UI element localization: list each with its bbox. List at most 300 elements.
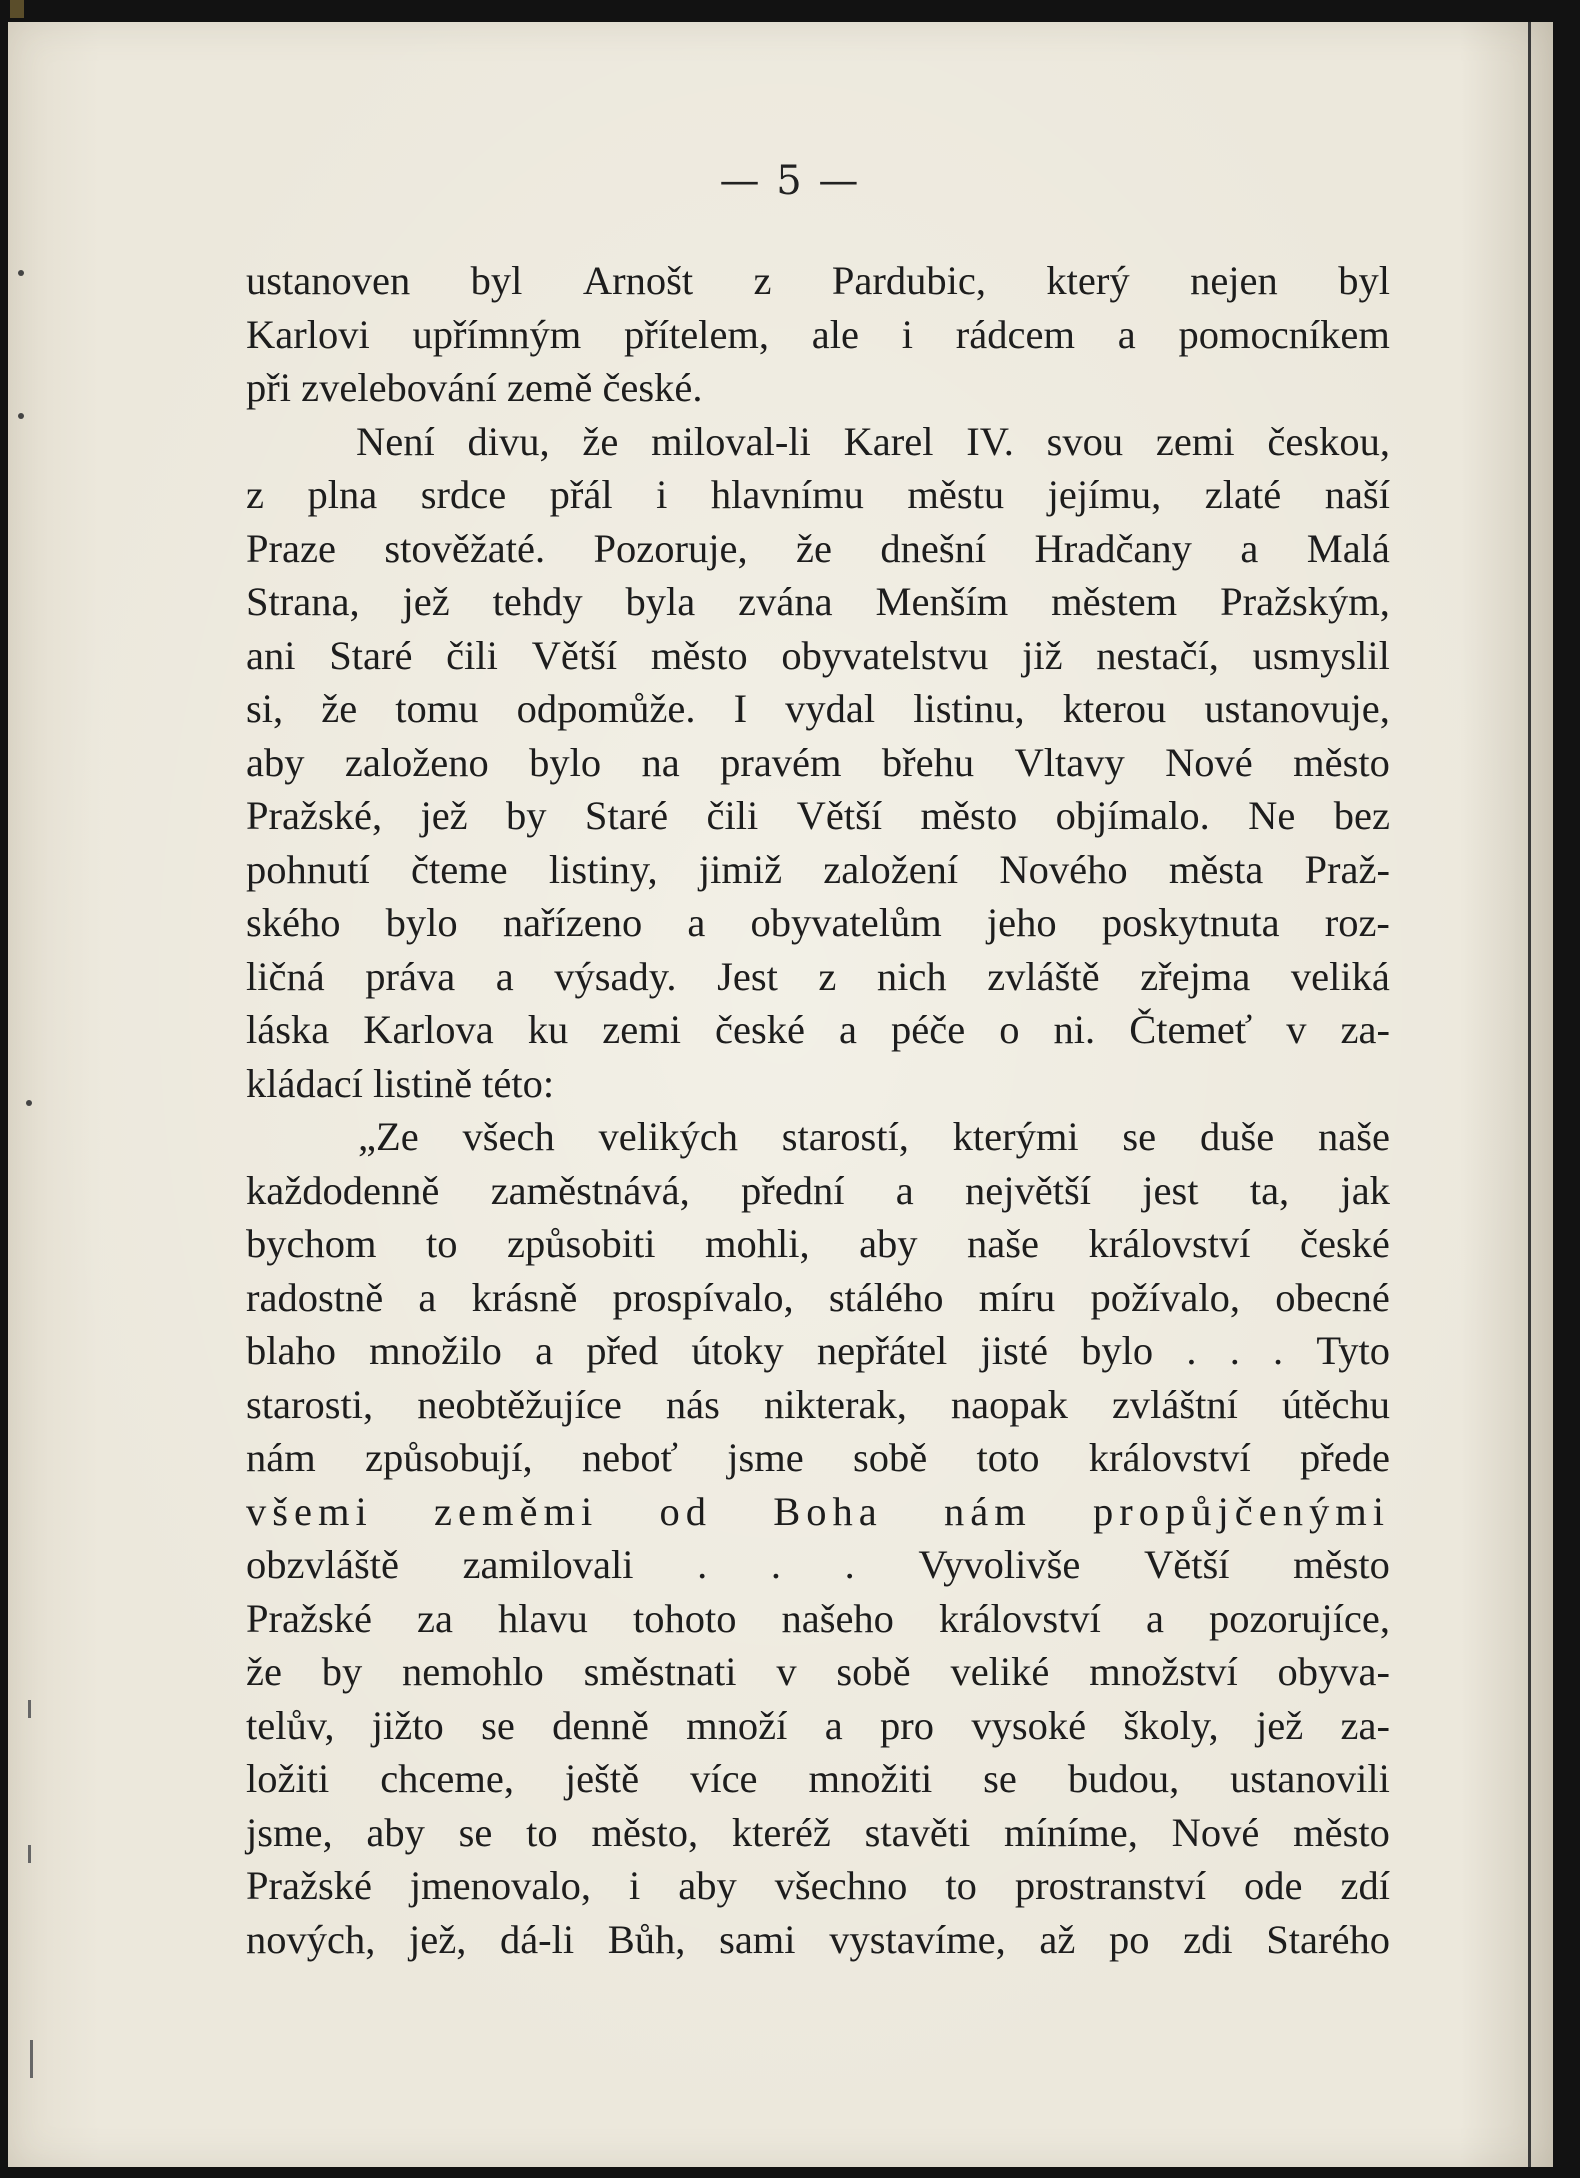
text-line (246, 308, 1390, 362)
word: Pardubic, (831, 258, 986, 303)
word: . (1273, 1328, 1284, 1373)
word: zdí (1340, 1863, 1390, 1908)
word: jeho (986, 900, 1057, 945)
body-text (246, 254, 1390, 1966)
text-line (246, 1752, 1390, 1806)
word: kterými (952, 1114, 1079, 1159)
word: množiti (808, 1756, 933, 1801)
word: o (999, 1007, 1020, 1052)
word: obecné (1275, 1274, 1390, 1320)
margin-mark (18, 270, 24, 276)
text-line (246, 1806, 1390, 1860)
text-line: kládací listině této: (246, 1060, 555, 1106)
word: tohoto (632, 1595, 737, 1641)
word: pomocníkem (1178, 311, 1390, 357)
word: srdce (420, 472, 507, 517)
word: který (1046, 258, 1130, 303)
page-number: — 5 — (719, 158, 861, 204)
word: starosti, (246, 1381, 374, 1427)
word: a (1145, 1595, 1164, 1641)
word: za (416, 1595, 453, 1641)
word: denně (552, 1702, 649, 1748)
text-line (246, 1378, 1390, 1432)
margin-mark (30, 2040, 33, 2078)
word: byla (625, 579, 696, 624)
word: svou (1046, 418, 1124, 464)
word: české (1299, 1221, 1390, 1266)
word: stálého (828, 1274, 944, 1320)
word: království (1088, 1221, 1251, 1266)
word: přál (549, 472, 613, 517)
word: bychom (246, 1221, 377, 1266)
word: Staré (584, 793, 669, 838)
word: péče (891, 1007, 966, 1052)
word: bylo (1081, 1328, 1154, 1373)
word: telův, (246, 1702, 335, 1748)
margin-mark (26, 1100, 32, 1106)
word: poskytnuta (1101, 900, 1280, 945)
word: Nového (999, 846, 1128, 892)
word: a (535, 1328, 554, 1373)
text-line (246, 1592, 1390, 1646)
word: zřejma (1140, 953, 1251, 999)
word: Bůh, (607, 1916, 686, 1962)
word: již (1022, 632, 1063, 678)
word: obyvatelům (750, 900, 942, 945)
text-line (246, 1164, 1390, 1218)
word: z (753, 258, 772, 303)
word: ani (246, 632, 296, 678)
text-line (246, 1003, 1390, 1057)
text-line (246, 896, 1390, 950)
word: jižto (371, 1702, 444, 1748)
word: způsobují, (365, 1435, 533, 1480)
word: . (1229, 1328, 1240, 1373)
word: neobtěžujíce (417, 1381, 622, 1427)
word: čili (706, 793, 759, 838)
word: zdi (1183, 1916, 1233, 1962)
word: české (715, 1007, 805, 1052)
word: duše (1199, 1114, 1275, 1159)
word: z (246, 472, 264, 517)
text-line (246, 682, 1390, 736)
word: všemi (246, 1488, 373, 1534)
word: že (246, 1649, 282, 1694)
word: obyva- (1277, 1649, 1390, 1694)
word: to (526, 1809, 558, 1855)
word: jsme (727, 1435, 804, 1480)
word: Karlovi (246, 311, 370, 357)
word: čili (446, 632, 498, 678)
word: blaho (246, 1328, 336, 1373)
word: výsady. (554, 953, 677, 999)
word: Arnošt (582, 258, 694, 303)
word: město (650, 632, 748, 678)
word: Není (356, 418, 435, 464)
word: město (1293, 1809, 1390, 1855)
word: to (425, 1221, 458, 1266)
text-line (246, 1913, 1390, 1967)
word: Hradčany (1034, 525, 1192, 571)
word: Strana, (246, 579, 360, 624)
word: zvláštní (1111, 1381, 1238, 1427)
word: naší (1324, 472, 1390, 517)
text-line: při zvelebování země české. (246, 365, 703, 410)
word: objímalo. (1055, 793, 1210, 838)
word: Větší (1144, 1542, 1230, 1587)
word: pro (880, 1702, 935, 1748)
word: naše (1317, 1114, 1390, 1159)
word: zamilovali (462, 1542, 634, 1587)
margin-mark (28, 1700, 31, 1718)
word: aby (366, 1809, 425, 1855)
word: ustanoven (246, 258, 411, 303)
word: ustanovili (1230, 1756, 1390, 1801)
text-line (246, 575, 1390, 629)
word: Praž- (1304, 846, 1390, 892)
word: bylo (529, 739, 602, 785)
text-line (246, 254, 1390, 308)
word: před (586, 1328, 659, 1373)
word: aby (859, 1221, 918, 1266)
word: aby (678, 1863, 737, 1908)
word: hlavnímu (710, 472, 864, 517)
word: upřímným (412, 311, 582, 357)
word: by (506, 793, 547, 838)
word: Jest (717, 953, 778, 999)
word: jmenovalo, (409, 1863, 592, 1908)
word: Pražské (246, 1863, 372, 1908)
word: bez (1333, 793, 1390, 838)
margin-mark (28, 1845, 31, 1863)
word: míru (978, 1274, 1056, 1320)
word: propůjčenými (1093, 1488, 1390, 1534)
word: I (733, 686, 748, 731)
word: přede (1300, 1435, 1390, 1480)
word: se (983, 1756, 1017, 1801)
word: města (1168, 846, 1264, 892)
word: obyvatelstvu (781, 632, 989, 678)
word: byl (470, 258, 523, 303)
word: Karel (843, 418, 934, 464)
word: miloval-li (651, 418, 811, 464)
word: vystavíme, (829, 1916, 1006, 1962)
text-line (246, 629, 1390, 683)
word: jisté (980, 1328, 1048, 1373)
word: zemi (1155, 418, 1235, 464)
word: nestačí, (1096, 632, 1219, 678)
word: město (920, 793, 1018, 838)
word: i (901, 311, 914, 357)
word: za- (1340, 1702, 1390, 1748)
word: Čtemeť (1129, 1007, 1253, 1052)
page-edge (1528, 22, 1531, 2167)
word: toto (976, 1435, 1040, 1480)
word: . (844, 1542, 855, 1587)
word: a (495, 953, 514, 999)
word: prospívalo, (612, 1274, 794, 1320)
word: by (321, 1649, 363, 1694)
text-line (246, 950, 1390, 1004)
text-line (246, 522, 1390, 576)
word: Malá (1306, 525, 1390, 571)
word: Větší (531, 632, 618, 678)
word: i (656, 472, 668, 517)
word: hlavu (497, 1595, 588, 1641)
word: na (641, 739, 680, 785)
margin-mark (18, 413, 24, 419)
corner-mark (10, 0, 24, 18)
word: nových, (246, 1916, 376, 1962)
word: tomu (395, 686, 479, 731)
word: a (687, 900, 706, 945)
word: se (1122, 1114, 1157, 1159)
word: školy, (1123, 1702, 1219, 1748)
word: množilo (369, 1328, 502, 1373)
word: z (818, 953, 837, 999)
word: od (659, 1488, 712, 1534)
word: divu, (467, 418, 550, 464)
word: Staré (329, 632, 413, 678)
word: láska (246, 1007, 330, 1052)
word: Pražské (246, 1595, 372, 1641)
text-line (246, 789, 1390, 843)
word: jest (1142, 1167, 1199, 1213)
word: požívalo, (1090, 1274, 1241, 1320)
text-line (246, 1110, 1390, 1164)
word: krásně (471, 1274, 578, 1320)
word: zeměmi (434, 1488, 599, 1534)
word: aby (246, 739, 305, 785)
text-line (246, 468, 1390, 522)
word: že (582, 418, 619, 464)
word: radostně (246, 1274, 384, 1320)
word: a (895, 1167, 914, 1213)
word: nařízeno (502, 900, 643, 945)
word: sobě (836, 1649, 911, 1694)
text-line (246, 1271, 1390, 1325)
word: mohli, (704, 1221, 810, 1266)
word: že (321, 686, 358, 731)
word: bylo (385, 900, 458, 945)
word: jejímu, (1047, 472, 1162, 517)
word: listinu, (913, 686, 1025, 731)
word: míníme, (1004, 1809, 1138, 1855)
text-line (246, 1431, 1390, 1485)
word: rádcem (955, 311, 1075, 357)
text-line (246, 1538, 1390, 1592)
word: starostí, (781, 1114, 909, 1159)
word: Boha (773, 1488, 883, 1534)
word: a (824, 1702, 843, 1748)
word: naopak (950, 1381, 1068, 1427)
word: pravém (720, 739, 842, 785)
word: . (697, 1542, 708, 1587)
word: království (938, 1595, 1101, 1641)
word: veliké (950, 1649, 1050, 1694)
word: velikých (598, 1114, 738, 1159)
word: ku (527, 1007, 569, 1052)
word: pozorujíce, (1208, 1595, 1390, 1641)
word: město (1293, 739, 1390, 785)
word: jak (1340, 1167, 1390, 1213)
word: Ne (1248, 793, 1296, 838)
word: nikterak, (764, 1381, 907, 1427)
word: nás (665, 1381, 720, 1427)
word: království (1088, 1435, 1251, 1480)
word: listiny, (548, 846, 658, 892)
word: obzvláště (246, 1542, 399, 1587)
word: tehdy (492, 579, 583, 624)
word: kteréž (731, 1809, 831, 1855)
word: každodenně (246, 1167, 440, 1213)
word: Pražské, (246, 793, 383, 838)
word: jež, (408, 1916, 467, 1962)
word: útoky (691, 1328, 784, 1373)
word: „Ze (358, 1114, 419, 1159)
word: Starého (1266, 1916, 1390, 1962)
word: největší (965, 1167, 1091, 1213)
word: dnešní (880, 525, 987, 571)
word: jež (402, 579, 450, 624)
word: více (690, 1756, 758, 1801)
word: směstnati (583, 1649, 737, 1694)
word: nám (944, 1488, 1032, 1534)
word: a (418, 1274, 437, 1320)
word: to (945, 1863, 977, 1908)
text-line (246, 1485, 1390, 1539)
word: ložiti (246, 1756, 330, 1801)
word: se (458, 1809, 493, 1855)
word: v (776, 1649, 797, 1694)
word: čteme (410, 846, 508, 892)
word: dá-li (499, 1916, 575, 1962)
word: po (1109, 1916, 1150, 1962)
word: a (1117, 311, 1136, 357)
word: i (628, 1863, 641, 1908)
word: množství (1089, 1649, 1238, 1694)
word: nemohlo (402, 1649, 544, 1694)
word: ale (811, 311, 860, 357)
word: až (1039, 1916, 1076, 1962)
word: město, (591, 1809, 699, 1855)
word: vydal (785, 686, 876, 731)
word: zlaté (1204, 472, 1282, 517)
word: ni. (1053, 1007, 1096, 1052)
word: všechno (774, 1863, 908, 1908)
word: přední (741, 1167, 845, 1213)
word: útěchu (1282, 1381, 1390, 1427)
word: Vyvolivše (918, 1542, 1081, 1587)
word: Nové (1171, 1809, 1260, 1855)
text-line (246, 1859, 1390, 1913)
word: sobě (852, 1435, 928, 1480)
word: v (1286, 1007, 1307, 1052)
word: vysoké (971, 1702, 1087, 1748)
word: zvána (738, 579, 833, 624)
word: prostranství (1014, 1863, 1207, 1908)
word: ského (246, 900, 341, 945)
text-line (246, 1324, 1390, 1378)
word: usmyslil (1252, 632, 1390, 678)
word: . (1186, 1328, 1197, 1373)
word: za- (1340, 1007, 1390, 1052)
word: založení (823, 846, 959, 892)
word: plna (307, 472, 378, 517)
word: byl (1338, 258, 1390, 303)
word: množí (686, 1702, 788, 1748)
word: městem (1051, 579, 1178, 624)
text-line (246, 1217, 1390, 1271)
word: Vltavy (1014, 739, 1125, 785)
word: přítelem, (623, 311, 770, 357)
word: neboť (581, 1435, 678, 1480)
word: nepřátel (816, 1328, 948, 1373)
word: naše (967, 1221, 1040, 1266)
word: jež (1255, 1702, 1304, 1748)
word: jež (420, 793, 468, 838)
word: roz- (1324, 900, 1390, 945)
word: a (839, 1007, 857, 1052)
word: stověžaté. (384, 525, 546, 571)
word: město (1293, 1542, 1390, 1587)
text-line (246, 1699, 1390, 1753)
word: jsme, (246, 1809, 333, 1855)
word: kterou (1062, 686, 1167, 731)
word: Menším (875, 579, 1009, 624)
word: a (1240, 525, 1259, 571)
word: jimiž (698, 846, 783, 892)
word: zemi (602, 1007, 681, 1052)
word: Praze (246, 525, 336, 571)
word: břehu (881, 739, 975, 785)
word: Pražským, (1220, 579, 1390, 624)
word: práva (365, 953, 456, 999)
word: ustanovuje, (1204, 686, 1390, 731)
text-line (246, 1645, 1390, 1699)
word: budou, (1067, 1756, 1180, 1801)
word: stavěti (864, 1809, 971, 1855)
word: našeho (781, 1595, 894, 1641)
word: IV. (966, 418, 1014, 464)
word: způsobiti (506, 1221, 656, 1266)
word: ještě (564, 1756, 640, 1801)
word: nejen (1190, 258, 1278, 303)
word: nich (876, 953, 947, 999)
word: sami (719, 1916, 796, 1962)
word: . (770, 1542, 782, 1587)
word: městu (907, 472, 1005, 517)
word: odpomůže. (516, 686, 696, 731)
word: si, (246, 686, 284, 731)
word: pohnutí (246, 846, 370, 892)
word: ta, (1249, 1167, 1290, 1213)
word: ličná (246, 953, 325, 999)
word: Větší (796, 793, 883, 838)
text-line (246, 415, 1390, 469)
word: chceme, (380, 1756, 514, 1801)
word: všech (462, 1114, 555, 1159)
word: že (796, 525, 832, 571)
word: veliká (1290, 953, 1390, 999)
word: Karlova (363, 1007, 494, 1052)
word: zvláště (987, 953, 1100, 999)
word: nám (246, 1435, 316, 1480)
word: Tyto (1316, 1328, 1390, 1373)
word: ode (1244, 1863, 1303, 1908)
word: Nové (1165, 739, 1253, 785)
word: zaměstnává, (490, 1167, 690, 1213)
